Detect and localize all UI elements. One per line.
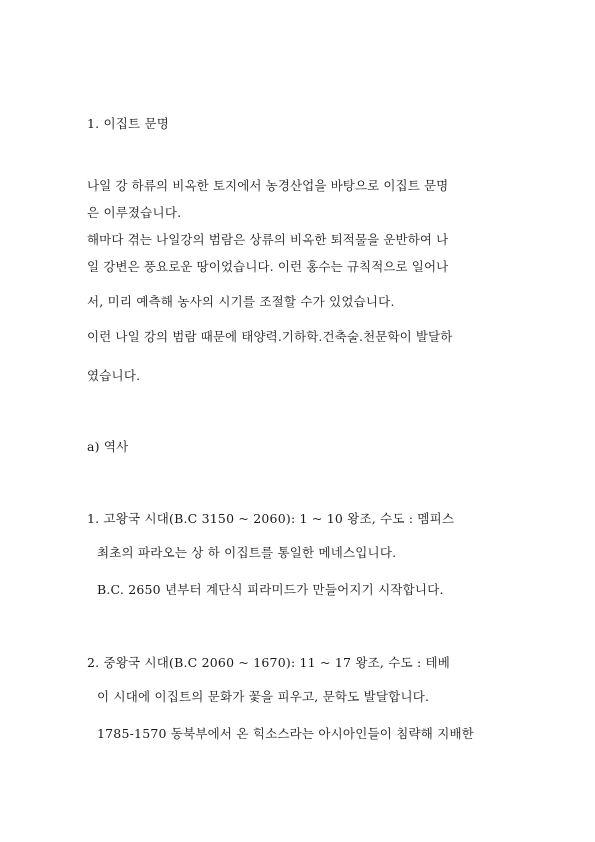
old-kingdom-title: 1. 고왕국 시대(B.C 3150 ~ 2060): 1 ~ 10 왕조, 수도 : 멤피스 [87,511,455,526]
intro-paragraph-2-line-1: 해마다 겪는 나일강의 범람은 상류의 비옥한 퇴적물을 운반하여 나 [87,232,449,247]
intro-paragraph-3-line-1: 이런 나일 강의 범람 때문에 태양력.기하학.건축술.천문학이 발달하 [87,329,453,344]
intro-paragraph-2-line-2: 일 강변은 풍요로운 땅이었습니다. 이런 홍수는 규칙적으로 일어나 [87,259,449,274]
middle-kingdom-line-2: 1785-1570 동북부에서 온 힉소스라는 아시아인들이 침략해 지배한 [97,726,475,741]
middle-kingdom-title: 2. 중왕국 시대(B.C 2060 ~ 1670): 11 ~ 17 왕조, 수도 : 테베 [87,655,451,670]
section-heading: 1. 이집트 문명 [87,116,170,131]
subsection-heading-history: a) 역사 [87,439,129,454]
middle-kingdom-line-1: 이 시대에 이집트의 문화가 꽃을 피우고, 문학도 발달합니다. [97,689,430,704]
old-kingdom-line-1: 최초의 파라오는 상 하 이집트를 통일한 메네스입니다. [97,545,397,560]
intro-paragraph-1-line-2: 은 이루졌습니다. [87,205,182,220]
intro-paragraph-1-line-1: 나일 강 하류의 비옥한 토지에서 농경산업을 바탕으로 이집트 문명 [87,178,449,193]
old-kingdom-line-2: B.C. 2650 년부터 계단식 피라미드가 만들어지기 시작합니다. [97,582,444,597]
intro-paragraph-2-line-3: 서, 미리 예측해 농사의 시기를 조절할 수가 있었습니다. [87,294,395,309]
intro-paragraph-3-line-2: 였습니다. [87,368,141,383]
